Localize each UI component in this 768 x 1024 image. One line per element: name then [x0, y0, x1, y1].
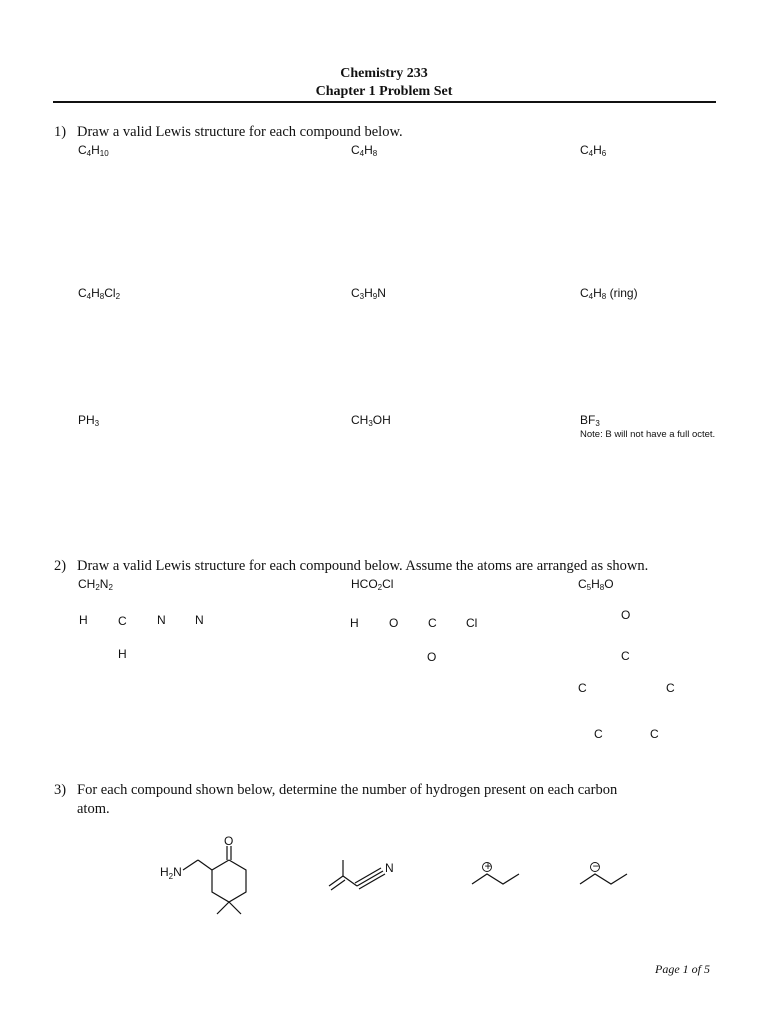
- atom-h: H: [118, 647, 127, 661]
- q2-prompt: Draw a valid Lewis structure for each compound below. Assume the atoms are arranged as shown.: [77, 558, 649, 574]
- atom-c: C: [428, 616, 437, 630]
- atom-o: O: [427, 650, 437, 664]
- atom-n: N: [195, 613, 204, 627]
- q1-formula-4: $C_4H_8Cl_2$: [78, 286, 121, 301]
- q1-formula-1: $C_4H_{10}$: [78, 143, 109, 158]
- page-title: Chapter 1 Problem Set: [315, 84, 453, 99]
- atom-c: C: [666, 681, 675, 695]
- atom-o: O: [621, 608, 631, 622]
- atom-c: C: [594, 727, 603, 741]
- q2-formula-1: $CH_2N_2$: [78, 577, 113, 592]
- atom-c: C: [118, 614, 127, 628]
- q2-formula-3: $C_5H_8O$: [578, 577, 614, 592]
- q3-prompt: For each compound shown below, determine the number of hydrogen present on each carbon: [77, 782, 618, 798]
- nitrile-n-label: N: [385, 861, 394, 875]
- q1-formula-3: $C_4H_6$: [580, 143, 607, 158]
- atom-c: C: [578, 681, 587, 695]
- positive-charge-label: +: [484, 859, 492, 873]
- q2-number: 2): [54, 558, 67, 574]
- amine-label: $H_2N$: [160, 865, 182, 881]
- atom-h: H: [79, 613, 88, 627]
- q1-formula-2: $C_4H_8$: [351, 143, 378, 158]
- q1-formula-7: $PH_3$: [78, 413, 100, 428]
- q1-note: Note: B will not have a full octet.: [580, 429, 716, 440]
- q2-formula-2: $HCO_2Cl$: [351, 577, 394, 592]
- carbon-chain: [580, 874, 627, 884]
- atom-cl: Cl: [466, 616, 478, 630]
- q1-formula-5: $C_3H_9N$: [351, 286, 386, 301]
- q1-formula-6: $C_4H_8$ (ring): [580, 286, 638, 301]
- atom-h: H: [350, 616, 359, 630]
- course-title: Chemistry 233: [340, 66, 428, 81]
- negative-charge-label: −: [592, 859, 600, 873]
- q3-prompt-continued: atom.: [77, 801, 110, 817]
- q1-prompt: Draw a valid Lewis structure for each compound below.: [77, 124, 403, 140]
- atom-n: N: [157, 613, 166, 627]
- q3-number: 3): [54, 782, 67, 798]
- carbonyl-oxygen-label: O: [224, 834, 234, 848]
- atom-c: C: [650, 727, 659, 741]
- q1-formula-8: $CH_3OH$: [351, 413, 391, 428]
- q1-number: 1): [54, 124, 67, 140]
- q1-formula-9: $BF_3$: [580, 413, 600, 428]
- atom-o: O: [389, 616, 399, 630]
- atom-c: C: [621, 649, 630, 663]
- page-number: Page 1 of 5: [655, 962, 710, 976]
